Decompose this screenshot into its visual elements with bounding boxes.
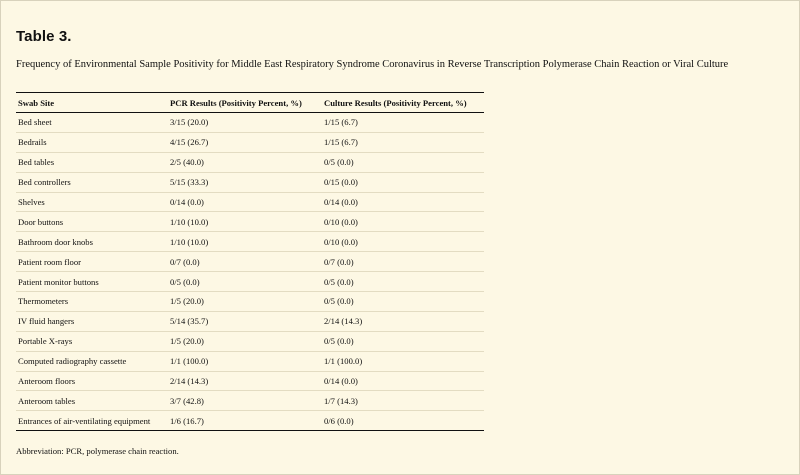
cell-culture: 0/10 (0.0) (322, 212, 484, 232)
cell-pcr: 5/15 (33.3) (168, 172, 322, 192)
cell-culture: 0/5 (0.0) (322, 331, 484, 351)
cell-pcr: 3/7 (42.8) (168, 391, 322, 411)
table-title: Frequency of Environmental Sample Positivity for Middle East Respiratory Syndrome Coronavirus in Reverse Transcription Polymerase Chain Reaction or Viral Culture (16, 59, 729, 70)
cell-swab-site: Patient monitor buttons (16, 272, 168, 292)
table-row (16, 212, 484, 232)
cell-pcr: 1/10 (10.0) (168, 212, 322, 232)
table-row (16, 371, 484, 391)
table-row (16, 311, 484, 331)
cell-culture: 0/10 (0.0) (322, 232, 484, 252)
cell-culture: 1/1 (100.0) (322, 351, 484, 371)
table-row (16, 292, 484, 312)
cell-pcr: 5/14 (35.7) (168, 311, 322, 331)
cell-swab-site: Thermometers (16, 292, 168, 312)
cell-swab-site: Shelves (16, 192, 168, 212)
cell-pcr: 0/7 (0.0) (168, 252, 322, 272)
table-footnote: Abbreviation: PCR, polymerase chain reaction. (16, 446, 179, 456)
cell-swab-site: Anteroom floors (16, 371, 168, 391)
table-row (16, 152, 484, 172)
table-row (16, 252, 484, 272)
cell-swab-site: Entrances of air-ventilating equipment (16, 411, 168, 431)
cell-culture: 0/15 (0.0) (322, 172, 484, 192)
table-row (16, 232, 484, 252)
cell-pcr: 1/5 (20.0) (168, 331, 322, 351)
table-header-row (16, 93, 484, 113)
cell-swab-site: Bed tables (16, 152, 168, 172)
cell-pcr: 3/15 (20.0) (168, 113, 322, 133)
cell-culture: 0/14 (0.0) (322, 192, 484, 212)
results-table (16, 92, 484, 431)
cell-pcr: 1/1 (100.0) (168, 351, 322, 371)
cell-culture: 2/14 (14.3) (322, 311, 484, 331)
cell-swab-site: Bed sheet (16, 113, 168, 133)
header-pcr-results: PCR Results (Positivity Percent, %) (168, 93, 322, 113)
table-row (16, 132, 484, 152)
table-row (16, 391, 484, 411)
table-row (16, 192, 484, 212)
cell-pcr: 1/6 (16.7) (168, 411, 322, 431)
cell-culture: 1/7 (14.3) (322, 391, 484, 411)
cell-culture: 1/15 (6.7) (322, 132, 484, 152)
cell-swab-site: Door buttons (16, 212, 168, 232)
header-culture-results: Culture Results (Positivity Percent, %) (322, 93, 484, 113)
cell-swab-site: Computed radiography cassette (16, 351, 168, 371)
table-row (16, 172, 484, 192)
header-swab-site: Swab Site (16, 93, 168, 113)
cell-swab-site: Portable X-rays (16, 331, 168, 351)
cell-swab-site: Anteroom tables (16, 391, 168, 411)
cell-pcr: 1/5 (20.0) (168, 292, 322, 312)
table-row (16, 113, 484, 133)
cell-culture: 0/5 (0.0) (322, 292, 484, 312)
cell-swab-site: Bedrails (16, 132, 168, 152)
cell-pcr: 2/5 (40.0) (168, 152, 322, 172)
cell-pcr: 0/14 (0.0) (168, 192, 322, 212)
cell-culture: 0/6 (0.0) (322, 411, 484, 431)
cell-culture: 1/15 (6.7) (322, 113, 484, 133)
table-row (16, 411, 484, 431)
cell-pcr: 2/14 (14.3) (168, 371, 322, 391)
cell-swab-site: Patient room floor (16, 252, 168, 272)
table-row (16, 351, 484, 371)
cell-culture: 0/5 (0.0) (322, 272, 484, 292)
cell-swab-site: Bathroom door knobs (16, 232, 168, 252)
cell-pcr: 1/10 (10.0) (168, 232, 322, 252)
table-row (16, 272, 484, 292)
table-row (16, 331, 484, 351)
cell-pcr: 4/15 (26.7) (168, 132, 322, 152)
cell-pcr: 0/5 (0.0) (168, 272, 322, 292)
table-label: Table 3. (16, 28, 72, 45)
cell-swab-site: Bed controllers (16, 172, 168, 192)
cell-swab-site: IV fluid hangers (16, 311, 168, 331)
cell-culture: 0/5 (0.0) (322, 152, 484, 172)
cell-culture: 0/7 (0.0) (322, 252, 484, 272)
cell-culture: 0/14 (0.0) (322, 371, 484, 391)
